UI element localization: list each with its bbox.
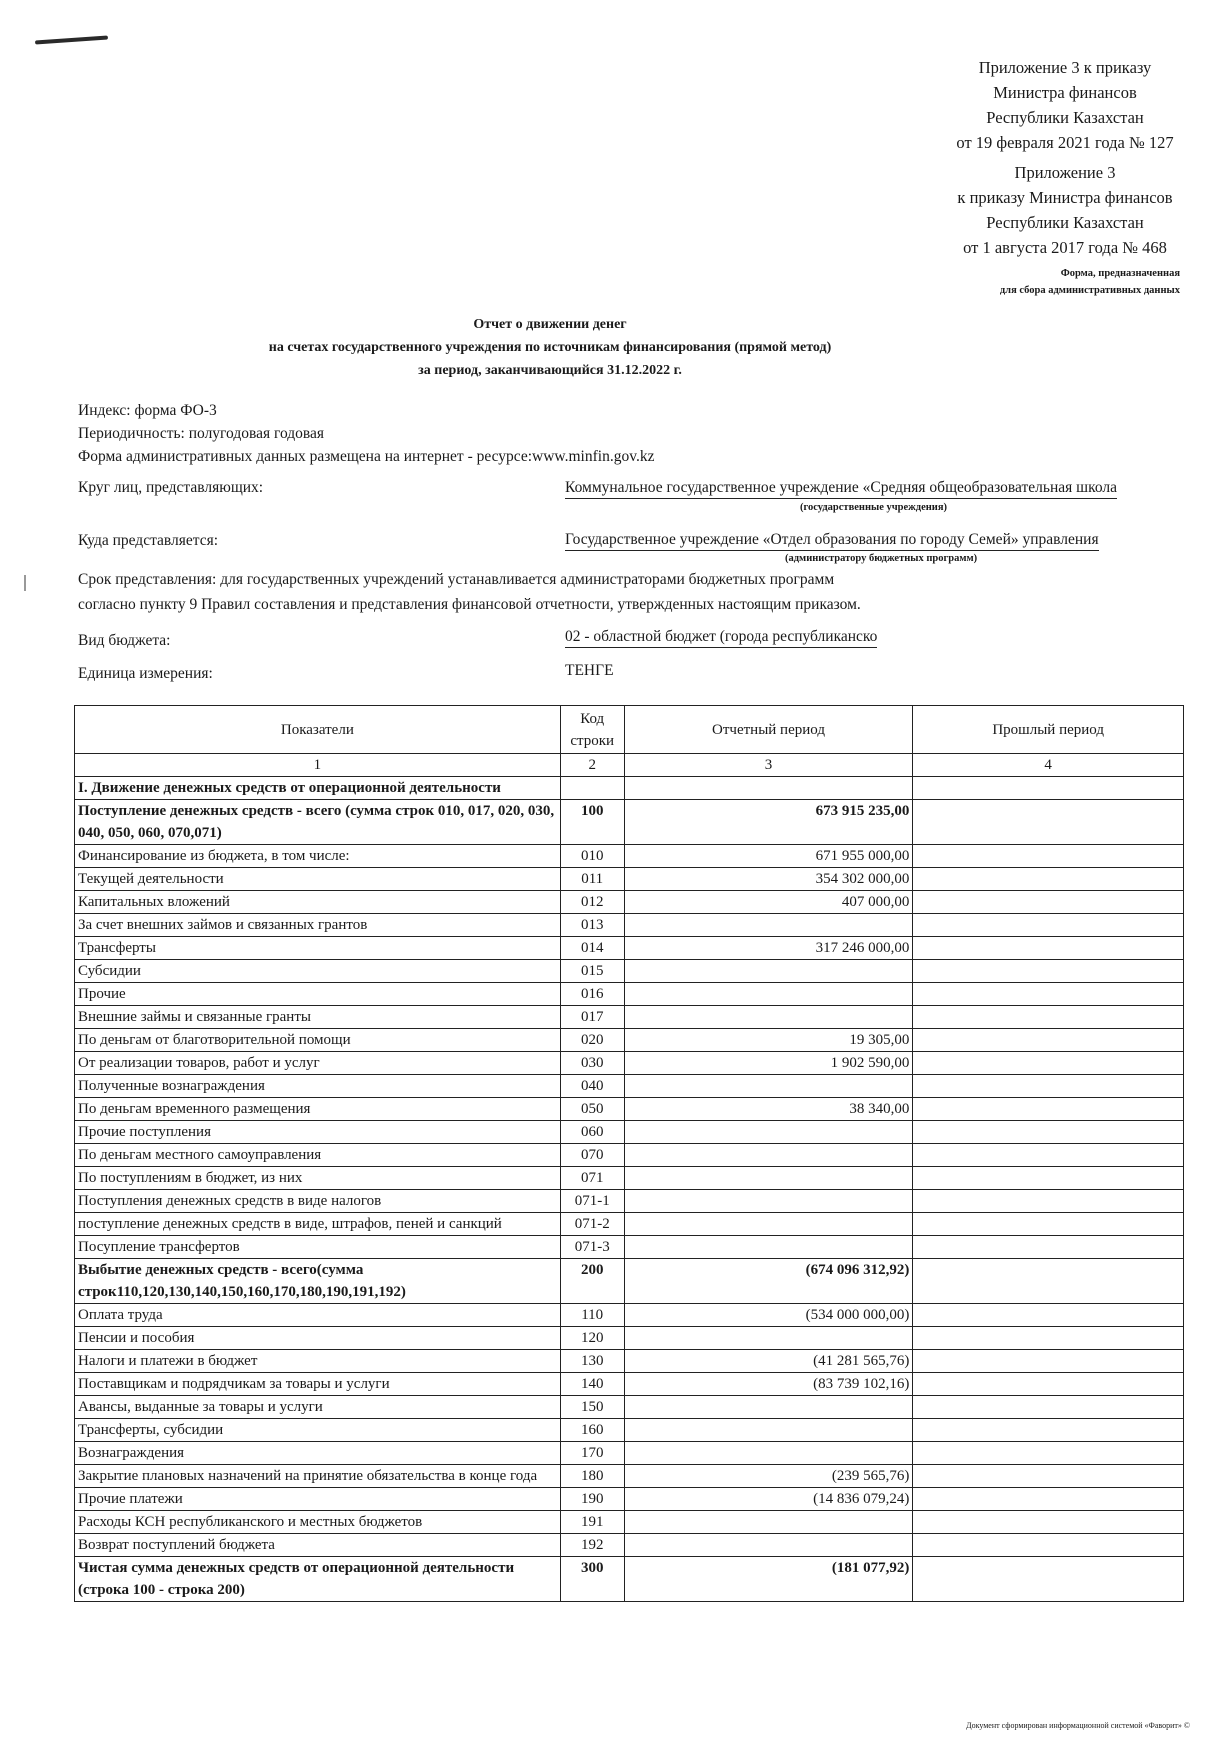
table-row	[75, 1304, 1184, 1327]
row-current-value: (14 836 079,24)	[624, 1488, 913, 1511]
title-line: на счетах государственного учреждения по источникам финансирования (прямой метод)	[268, 340, 832, 355]
row-code: 050	[560, 1098, 624, 1121]
row-previous-value	[913, 1190, 1184, 1213]
row-code: 016	[560, 983, 624, 1006]
row-previous-value	[913, 1442, 1184, 1465]
row-code: 070	[560, 1144, 624, 1167]
table-row	[75, 983, 1184, 1006]
row-indicator: Вознаграждения	[75, 1442, 561, 1465]
row-current-value: 1 902 590,00	[624, 1052, 913, 1075]
submitter-value: Коммунальное государственное учреждение «Средняя общеобразовательная школа	[565, 478, 1117, 499]
table-row	[75, 1488, 1184, 1511]
row-current-value	[624, 1213, 913, 1236]
row-previous-value	[913, 1488, 1184, 1511]
row-indicator: I. Движение денежных средств от операционной деятельности	[75, 777, 561, 800]
row-previous-value	[913, 1373, 1184, 1396]
table-row	[75, 1190, 1184, 1213]
unit-label: Единица измерения:	[78, 665, 213, 682]
row-current-value: 19 305,00	[624, 1029, 913, 1052]
row-previous-value	[913, 1259, 1184, 1304]
form-index: Индекс: форма ФО-3	[78, 402, 217, 419]
submitter-sub: (государственные учреждения)	[800, 502, 948, 513]
row-previous-value	[913, 1098, 1184, 1121]
budget-type-value: 02 - областной бюджет (города республиканско	[565, 627, 877, 648]
row-code: 200	[560, 1259, 624, 1304]
table-row	[75, 800, 1184, 845]
appendix-line: Приложение 3	[1014, 163, 1116, 182]
row-code: 120	[560, 1327, 624, 1350]
row-code: 060	[560, 1121, 624, 1144]
row-previous-value	[913, 868, 1184, 891]
row-previous-value	[913, 960, 1184, 983]
row-code: 140	[560, 1373, 624, 1396]
appendix-line: Республики Казахстан	[986, 108, 1144, 127]
title-line: за период, заканчивающийся 31.12.2022 г.	[418, 363, 682, 378]
row-indicator: Финансирование из бюджета, в том числе:	[75, 845, 561, 868]
row-current-value: (181 077,92)	[624, 1557, 913, 1602]
table-row	[75, 1052, 1184, 1075]
row-indicator: Оплата труда	[75, 1304, 561, 1327]
cash-flow-table	[74, 705, 1184, 1602]
table-header-row	[75, 706, 1184, 754]
row-previous-value	[913, 1534, 1184, 1557]
appendix-2021	[945, 55, 1185, 155]
row-current-value	[624, 1190, 913, 1213]
table-row	[75, 1350, 1184, 1373]
appendix-line: Республики Казахстан	[986, 213, 1144, 232]
row-indicator: Поступления денежных средств в виде налогов	[75, 1190, 561, 1213]
row-indicator: Прочие платежи	[75, 1488, 561, 1511]
table-row	[75, 1465, 1184, 1488]
column-number-row	[75, 754, 1184, 777]
row-current-value	[624, 1006, 913, 1029]
column-number: 4	[913, 754, 1184, 777]
row-code: 071-2	[560, 1213, 624, 1236]
row-code: 040	[560, 1075, 624, 1098]
row-previous-value	[913, 1327, 1184, 1350]
submission-deadline	[78, 567, 861, 617]
row-current-value	[624, 1075, 913, 1098]
row-indicator: Налоги и платежи в бюджет	[75, 1350, 561, 1373]
row-code: 170	[560, 1442, 624, 1465]
appendix-2017	[945, 160, 1185, 260]
row-code: 014	[560, 937, 624, 960]
table-row	[75, 1213, 1184, 1236]
table-row	[75, 1006, 1184, 1029]
table-row	[75, 1167, 1184, 1190]
row-indicator: Закрытие плановых назначений на принятие обязательства в конце года	[75, 1465, 561, 1488]
row-code: 300	[560, 1557, 624, 1602]
row-previous-value	[913, 1213, 1184, 1236]
row-previous-value	[913, 1396, 1184, 1419]
recipient-value: Государственное учреждение «Отдел образования по городу Семей» управления	[565, 530, 1099, 551]
row-indicator: Капитальных вложений	[75, 891, 561, 914]
form-periodicity: Периодичность: полугодовая годовая	[78, 425, 325, 442]
row-current-value: 673 915 235,00	[624, 800, 913, 845]
deadline-line: Срок представления: для государственных учреждений устанавливается администраторами бюджетных программ	[78, 571, 835, 588]
table-row	[75, 937, 1184, 960]
row-current-value	[624, 1144, 913, 1167]
row-previous-value	[913, 914, 1184, 937]
row-indicator: Прочие	[75, 983, 561, 1006]
title-line: Отчет о движении денег	[473, 317, 627, 332]
appendix-line: к приказу Министра финансов	[957, 188, 1173, 207]
appendix-line: от 19 февраля 2021 года № 127	[956, 133, 1174, 152]
row-indicator: Поступление денежных средств - всего (сумма строк 010, 017, 020, 030, 040, 050, 060, 070,071)	[75, 800, 561, 845]
row-code: 017	[560, 1006, 624, 1029]
row-code	[560, 777, 624, 800]
row-current-value	[624, 914, 913, 937]
row-previous-value	[913, 1121, 1184, 1144]
row-previous-value	[913, 1006, 1184, 1029]
column-number: 2	[560, 754, 624, 777]
row-indicator: поступление денежных средств в виде, штрафов, пеней и санкций	[75, 1213, 561, 1236]
appendix-line: от 1 августа 2017 года № 468	[963, 238, 1167, 257]
appendix-line: Приложение 3 к приказу	[978, 58, 1152, 77]
recipient-sub: (администратору бюджетных программ)	[785, 553, 978, 564]
row-code: 071-3	[560, 1236, 624, 1259]
row-code: 191	[560, 1511, 624, 1534]
row-current-value: (239 565,76)	[624, 1465, 913, 1488]
row-previous-value	[913, 845, 1184, 868]
row-indicator: Полученные вознаграждения	[75, 1075, 561, 1098]
row-current-value	[624, 1534, 913, 1557]
row-previous-value	[913, 1075, 1184, 1098]
header-code: Код строки	[560, 706, 624, 754]
budget-type-label: Вид бюджета:	[78, 632, 171, 649]
row-indicator: По деньгам местного самоуправления	[75, 1144, 561, 1167]
row-code: 030	[560, 1052, 624, 1075]
table-row	[75, 777, 1184, 800]
row-current-value	[624, 983, 913, 1006]
table-row	[75, 1144, 1184, 1167]
table-row	[75, 1098, 1184, 1121]
form-note-line: Форма, предназначенная	[1060, 268, 1180, 279]
appendix-line: Министра финансов	[993, 83, 1137, 102]
row-indicator: Внешние займы и связанные гранты	[75, 1006, 561, 1029]
header-previous-period: Прошлый период	[913, 706, 1184, 754]
row-previous-value	[913, 800, 1184, 845]
table-row	[75, 1442, 1184, 1465]
column-number: 1	[75, 754, 561, 777]
row-indicator: От реализации товаров, работ и услуг	[75, 1052, 561, 1075]
table-row	[75, 1236, 1184, 1259]
row-code: 013	[560, 914, 624, 937]
row-indicator: Прочие поступления	[75, 1121, 561, 1144]
row-previous-value	[913, 1144, 1184, 1167]
row-current-value	[624, 960, 913, 983]
form-placement: Форма административных данных размещена на интернет - ресурсе:www.minfin.gov.kz	[78, 448, 655, 465]
column-number: 3	[624, 754, 913, 777]
row-indicator: Поставщикам и подрядчикам за товары и услуги	[75, 1373, 561, 1396]
row-current-value	[624, 1167, 913, 1190]
row-code: 160	[560, 1419, 624, 1442]
row-code: 192	[560, 1534, 624, 1557]
row-indicator: За счет внешних займов и связанных грантов	[75, 914, 561, 937]
row-current-value: 354 302 000,00	[624, 868, 913, 891]
row-indicator: Авансы, выданные за товары и услуги	[75, 1396, 561, 1419]
row-indicator: Возврат поступлений бюджета	[75, 1534, 561, 1557]
row-code: 071-1	[560, 1190, 624, 1213]
row-code: 190	[560, 1488, 624, 1511]
row-previous-value	[913, 1052, 1184, 1075]
row-code: 071	[560, 1167, 624, 1190]
row-current-value: 671 955 000,00	[624, 845, 913, 868]
row-previous-value	[913, 937, 1184, 960]
row-current-value	[624, 1121, 913, 1144]
row-code: 110	[560, 1304, 624, 1327]
recipient-label: Куда представляется:	[78, 532, 219, 549]
row-indicator: Трансферты, субсидии	[75, 1419, 561, 1442]
table-row	[75, 960, 1184, 983]
table-body	[75, 777, 1184, 1602]
row-indicator: По деньгам от благотворительной помощи	[75, 1029, 561, 1052]
report-title	[200, 313, 900, 382]
row-current-value	[624, 1442, 913, 1465]
table-row	[75, 1121, 1184, 1144]
table-row	[75, 1327, 1184, 1350]
row-previous-value	[913, 1511, 1184, 1534]
row-previous-value	[913, 983, 1184, 1006]
row-previous-value	[913, 1029, 1184, 1052]
row-current-value	[624, 1327, 913, 1350]
row-code: 015	[560, 960, 624, 983]
row-indicator: Текущей деятельности	[75, 868, 561, 891]
row-code: 130	[560, 1350, 624, 1373]
row-code: 020	[560, 1029, 624, 1052]
header-indicators: Показатели	[75, 706, 561, 754]
table-row	[75, 1259, 1184, 1304]
row-previous-value	[913, 1304, 1184, 1327]
row-indicator: Субсидии	[75, 960, 561, 983]
table-row	[75, 1075, 1184, 1098]
table-row	[75, 1511, 1184, 1534]
scan-mark	[35, 35, 108, 44]
row-current-value: 317 246 000,00	[624, 937, 913, 960]
row-previous-value	[913, 1465, 1184, 1488]
row-current-value	[624, 1511, 913, 1534]
table-row	[75, 1419, 1184, 1442]
row-current-value: (83 739 102,16)	[624, 1373, 913, 1396]
row-code: 011	[560, 868, 624, 891]
row-current-value	[624, 777, 913, 800]
row-previous-value	[913, 1557, 1184, 1602]
submitter-label: Круг лиц, представляющих:	[78, 479, 264, 496]
table-row	[75, 845, 1184, 868]
scan-mark-side	[24, 575, 26, 591]
form-note-line: для сбора административных данных	[999, 285, 1180, 296]
row-indicator: Чистая сумма денежных средств от операционной деятельности (строка 100 - строка 200)	[75, 1557, 561, 1602]
table-row	[75, 914, 1184, 937]
unit-value: ТЕНГЕ	[565, 662, 614, 679]
row-code: 100	[560, 800, 624, 845]
row-indicator: Посупление трансфертов	[75, 1236, 561, 1259]
row-code: 180	[560, 1465, 624, 1488]
row-code: 012	[560, 891, 624, 914]
table-row	[75, 1373, 1184, 1396]
table-row	[75, 1029, 1184, 1052]
table-row	[75, 1557, 1184, 1602]
row-previous-value	[913, 1236, 1184, 1259]
row-current-value	[624, 1419, 913, 1442]
row-previous-value	[913, 1167, 1184, 1190]
row-indicator: Расходы КСН республиканского и местных бюджетов	[75, 1511, 561, 1534]
row-current-value: 407 000,00	[624, 891, 913, 914]
row-indicator: Выбытие денежных средств - всего(сумма строк110,120,130,140,150,160,170,180,190,191,192)	[75, 1259, 561, 1304]
header-current-period: Отчетный период	[624, 706, 913, 754]
row-previous-value	[913, 777, 1184, 800]
form-purpose-note	[940, 265, 1180, 299]
row-previous-value	[913, 1350, 1184, 1373]
row-previous-value	[913, 1419, 1184, 1442]
row-current-value	[624, 1396, 913, 1419]
table-row	[75, 868, 1184, 891]
row-current-value: 38 340,00	[624, 1098, 913, 1121]
deadline-line: согласно пункту 9 Правил составления и представления финансовой отчетности, утвержденных настоящим приказом.	[78, 596, 861, 613]
table-row	[75, 891, 1184, 914]
row-current-value: (534 000 000,00)	[624, 1304, 913, 1327]
footer-note: Документ сформирован информационной системой «Фаворит» ©	[966, 1721, 1190, 1730]
row-current-value: (41 281 565,76)	[624, 1350, 913, 1373]
table-row	[75, 1396, 1184, 1419]
table-row	[75, 1534, 1184, 1557]
row-code: 010	[560, 845, 624, 868]
row-indicator: Трансферты	[75, 937, 561, 960]
row-current-value	[624, 1236, 913, 1259]
row-previous-value	[913, 891, 1184, 914]
row-indicator: По деньгам временного размещения	[75, 1098, 561, 1121]
row-current-value: (674 096 312,92)	[624, 1259, 913, 1304]
row-code: 150	[560, 1396, 624, 1419]
row-indicator: Пенсии и пособия	[75, 1327, 561, 1350]
row-indicator: По поступлениям в бюджет, из них	[75, 1167, 561, 1190]
